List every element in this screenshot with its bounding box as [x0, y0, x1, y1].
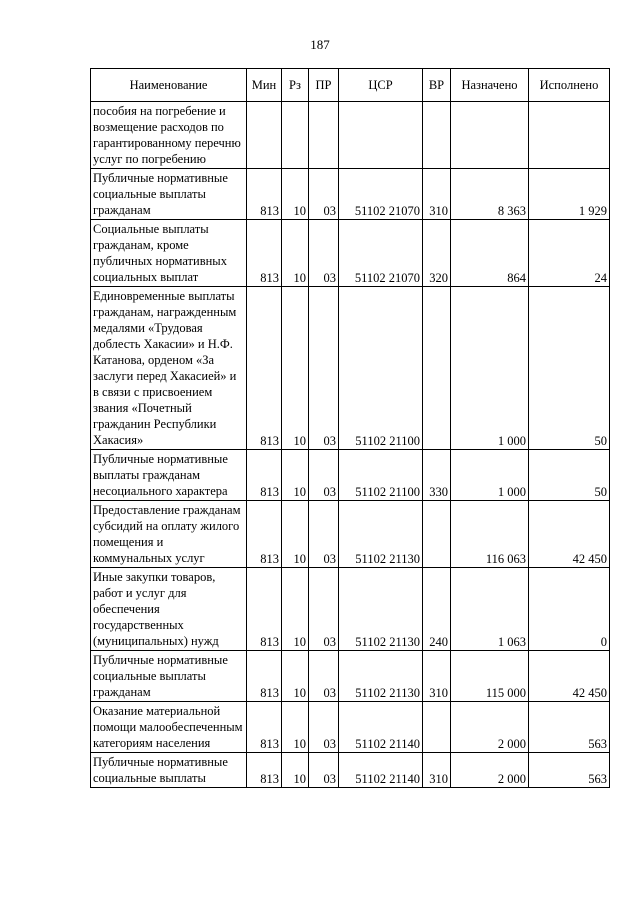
table-body: [91, 102, 610, 788]
cell-assigned: 8 363: [451, 169, 529, 220]
cell-executed: 0: [529, 568, 610, 651]
column-header-executed: Исполнено: [529, 69, 610, 102]
cell-executed: 1 929: [529, 169, 610, 220]
cell-pr: 03: [309, 753, 339, 788]
cell-vr: [423, 702, 451, 753]
budget-table: [90, 68, 610, 788]
cell-min: 813: [247, 287, 282, 450]
cell-min: 813: [247, 220, 282, 287]
cell-executed: 563: [529, 753, 610, 788]
cell-rz: 10: [282, 753, 309, 788]
cell-executed: 42 450: [529, 651, 610, 702]
cell-executed: 42 450: [529, 501, 610, 568]
cell-assigned: 1 000: [451, 450, 529, 501]
cell-rz: 10: [282, 220, 309, 287]
cell-csr: 51102 21100: [339, 287, 423, 450]
cell-min: 813: [247, 568, 282, 651]
cell-csr: 51102 21130: [339, 568, 423, 651]
table-row: [91, 220, 610, 287]
cell-rz: 10: [282, 501, 309, 568]
cell-vr: [423, 501, 451, 568]
cell-assigned: 1 063: [451, 568, 529, 651]
cell-vr: 320: [423, 220, 451, 287]
cell-rz: [282, 102, 309, 169]
cell-name: Иные закупки товаров, работ и услуг для обеспечения государственных (муниципальных) нужд: [91, 568, 247, 651]
cell-rz: 10: [282, 450, 309, 501]
table-row: [91, 450, 610, 501]
cell-assigned: 116 063: [451, 501, 529, 568]
cell-assigned: [451, 102, 529, 169]
cell-pr: 03: [309, 568, 339, 651]
cell-rz: 10: [282, 568, 309, 651]
table-row: [91, 102, 610, 169]
cell-vr: 330: [423, 450, 451, 501]
cell-assigned: 2 000: [451, 753, 529, 788]
cell-csr: 51102 21140: [339, 702, 423, 753]
cell-name: Единовременные выплаты гражданам, награжденным медалями «Трудовая доблесть Хакасии» и Н.Ф. Катанова, орденом «За заслуги перед Хакасией» и в связи с присвоением звания «Почетный гражданин Республики Хакасия»: [91, 287, 247, 450]
table-row: [91, 501, 610, 568]
column-header-csr: ЦСР: [339, 69, 423, 102]
cell-vr: 240: [423, 568, 451, 651]
cell-min: 813: [247, 169, 282, 220]
cell-vr: [423, 287, 451, 450]
cell-rz: 10: [282, 287, 309, 450]
cell-name: Предоставление гражданам субсидий на оплату жилого помещения и коммунальных услуг: [91, 501, 247, 568]
cell-name: Социальные выплаты гражданам, кроме публичных нормативных социальных выплат: [91, 220, 247, 287]
table-row: [91, 702, 610, 753]
cell-executed: 50: [529, 450, 610, 501]
cell-min: 813: [247, 651, 282, 702]
cell-pr: 03: [309, 287, 339, 450]
column-header-assigned: Назначено: [451, 69, 529, 102]
column-header-vr: ВР: [423, 69, 451, 102]
cell-name: пособия на погребение и возмещение расходов по гарантированному перечню услуг по погребению: [91, 102, 247, 169]
cell-rz: 10: [282, 651, 309, 702]
cell-name: Публичные нормативные социальные выплаты гражданам: [91, 651, 247, 702]
cell-name: Публичные нормативные выплаты гражданам несоциального характера: [91, 450, 247, 501]
page-number: 187: [310, 37, 330, 52]
cell-csr: 51102 21070: [339, 169, 423, 220]
cell-pr: 03: [309, 450, 339, 501]
cell-pr: 03: [309, 651, 339, 702]
cell-csr: [339, 102, 423, 169]
cell-csr: 51102 21130: [339, 651, 423, 702]
cell-executed: 50: [529, 287, 610, 450]
cell-vr: 310: [423, 169, 451, 220]
table-row: [91, 287, 610, 450]
cell-csr: 51102 21130: [339, 501, 423, 568]
cell-min: 813: [247, 753, 282, 788]
cell-pr: 03: [309, 501, 339, 568]
cell-rz: 10: [282, 169, 309, 220]
cell-assigned: 1 000: [451, 287, 529, 450]
cell-assigned: 115 000: [451, 651, 529, 702]
cell-pr: 03: [309, 220, 339, 287]
cell-vr: 310: [423, 651, 451, 702]
cell-min: 813: [247, 702, 282, 753]
cell-vr: [423, 102, 451, 169]
column-header-pr: ПР: [309, 69, 339, 102]
cell-assigned: 864: [451, 220, 529, 287]
cell-rz: 10: [282, 702, 309, 753]
cell-executed: 24: [529, 220, 610, 287]
cell-vr: 310: [423, 753, 451, 788]
column-header-name: Наименование: [91, 69, 247, 102]
cell-min: 813: [247, 501, 282, 568]
table-row: [91, 753, 610, 788]
cell-min: [247, 102, 282, 169]
cell-pr: [309, 102, 339, 169]
cell-min: 813: [247, 450, 282, 501]
cell-executed: [529, 102, 610, 169]
cell-csr: 51102 21140: [339, 753, 423, 788]
cell-name: Публичные нормативные социальные выплаты: [91, 753, 247, 788]
cell-csr: 51102 21100: [339, 450, 423, 501]
table-header-row: [91, 69, 610, 102]
cell-pr: 03: [309, 702, 339, 753]
table-row: [91, 568, 610, 651]
table-row: [91, 169, 610, 220]
column-header-rz: Рз: [282, 69, 309, 102]
cell-name: Публичные нормативные социальные выплаты гражданам: [91, 169, 247, 220]
cell-pr: 03: [309, 169, 339, 220]
column-header-min: Мин: [247, 69, 282, 102]
cell-csr: 51102 21070: [339, 220, 423, 287]
cell-name: Оказание материальной помощи малообеспеченным категориям населения: [91, 702, 247, 753]
cell-executed: 563: [529, 702, 610, 753]
cell-assigned: 2 000: [451, 702, 529, 753]
table-row: [91, 651, 610, 702]
